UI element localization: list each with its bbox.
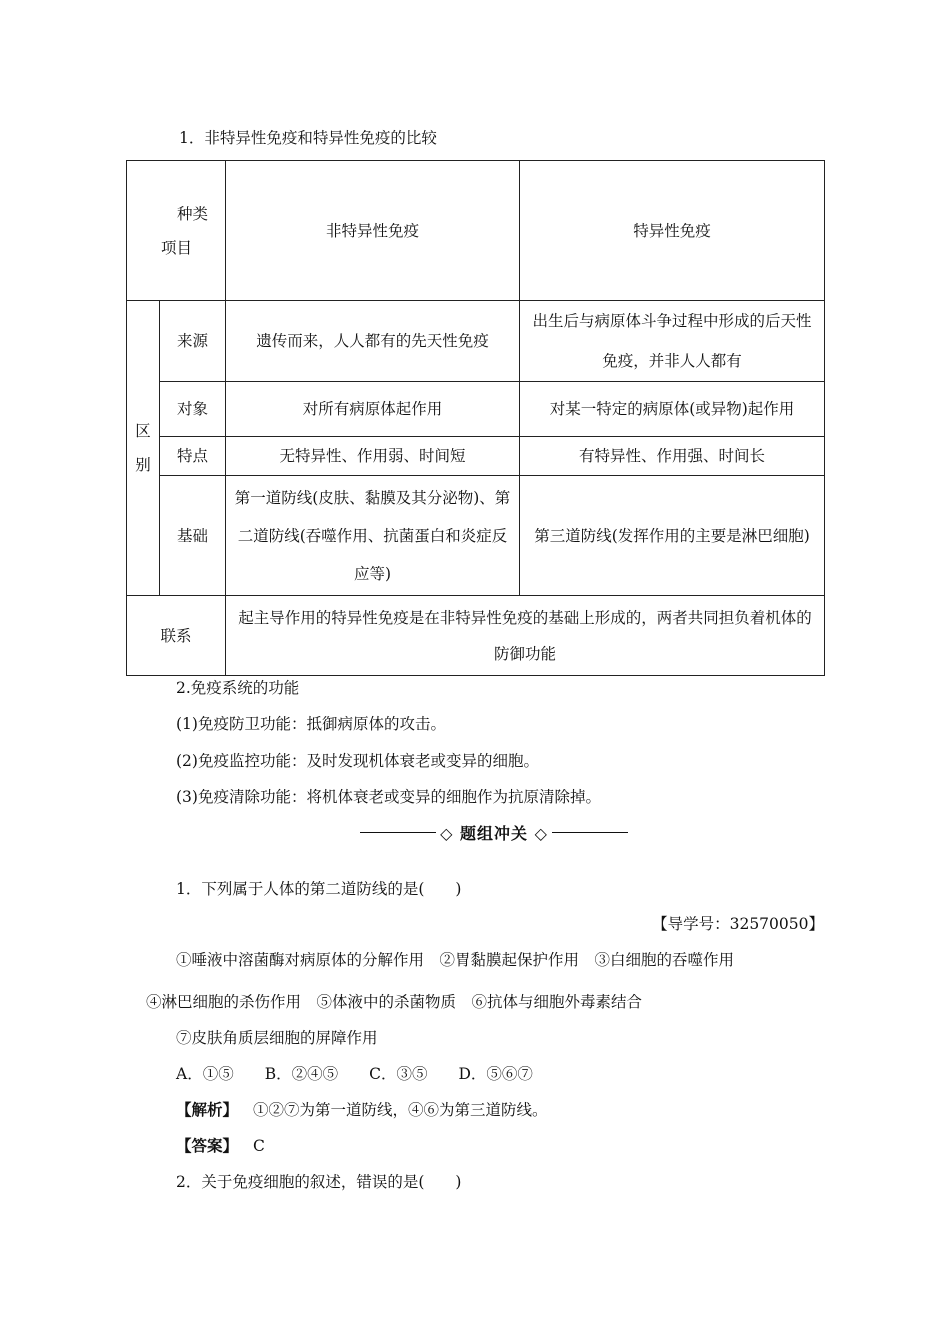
table-row <box>127 301 825 382</box>
divider-rule-right <box>552 832 628 833</box>
function-item: (3)免疫清除功能：将机体衰老或变异的细胞作为抗原清除掉。 <box>176 788 601 806</box>
question-1-items: ⑦皮肤角质层细胞的屏障作用 <box>176 1029 378 1047</box>
row-label: 来源 <box>160 301 226 382</box>
table-row <box>127 382 825 437</box>
table-row <box>127 437 825 476</box>
row-label: 特点 <box>160 437 226 476</box>
relation-text: 起主导作用的特异性免疫是在非特异性免疫的基础上形成的，两者共同担负着机体的防御功能 <box>226 596 825 676</box>
row-nonspecific: 第一道防线(皮肤、黏膜及其分泌物)、第二道防线(吞噬作用、抗菌蛋白和炎症反应等) <box>226 476 520 596</box>
question-1-stem: 1．下列属于人体的第二道防线的是( ) <box>176 880 462 898</box>
analysis-text: ①②⑦为第一道防线，④⑥为第三道防线。 <box>252 1101 548 1119</box>
answer-text: C <box>252 1137 265 1155</box>
row-specific: 对某一特定的病原体(或异物)起作用 <box>520 382 825 437</box>
table-row <box>127 476 825 596</box>
row-nonspecific: 遗传而来，人人都有的先天性免疫 <box>226 301 520 382</box>
table-header-row <box>127 161 825 301</box>
section-title-functions: 2.免疫系统的功能 <box>176 679 300 697</box>
row-label: 对象 <box>160 382 226 437</box>
section-title-comparison: 1．非特异性免疫和特异性免疫的比较 <box>179 129 437 147</box>
question-1-items: ④淋巴细胞的杀伤作用 ⑤体液中的杀菌物质 ⑥抗体与细胞外毒素结合 <box>146 993 643 1011</box>
row-nonspecific: 对所有病原体起作用 <box>226 382 520 437</box>
question-1-items: ①唾液中溶菌酶对病原体的分解作用 ②胃黏膜起保护作用 ③白细胞的吞噬作用 <box>176 951 735 969</box>
analysis-label: 【解析】 <box>176 1100 239 1119</box>
guide-number: 【导学号：32570050】 <box>652 915 824 933</box>
header-kind: 种类 <box>177 204 209 223</box>
section-divider <box>360 820 628 844</box>
row-specific: 有特异性、作用强、时间长 <box>520 437 825 476</box>
diff-group-label: 区别 <box>135 422 151 474</box>
header-item: 项目 <box>161 238 193 257</box>
header-corner-cell <box>127 161 226 301</box>
immunity-comparison-table <box>126 160 825 676</box>
answer-line <box>176 1136 265 1156</box>
divider-rule-left <box>360 832 436 833</box>
diff-group-cell <box>127 301 160 596</box>
function-item: (1)免疫防卫功能：抵御病原体的攻击。 <box>176 715 446 733</box>
table-relation-row <box>127 596 825 676</box>
question-1-options: A．①⑤ B．②④⑤ C．③⑤ D．⑤⑥⑦ <box>176 1065 533 1083</box>
header-specific: 特异性免疫 <box>520 161 825 301</box>
row-label: 基础 <box>160 476 226 596</box>
divider-title: ◇ 题组冲关 ◇ <box>440 823 548 843</box>
row-nonspecific: 无特异性、作用弱、时间短 <box>226 437 520 476</box>
function-item: (2)免疫监控功能：及时发现机体衰老或变异的细胞。 <box>176 752 539 770</box>
relation-label: 联系 <box>127 596 226 676</box>
analysis-line <box>176 1100 547 1120</box>
row-specific: 第三道防线(发挥作用的主要是淋巴细胞) <box>520 476 825 596</box>
header-nonspecific: 非特异性免疫 <box>226 161 520 301</box>
answer-label: 【答案】 <box>176 1136 239 1155</box>
row-specific: 出生后与病原体斗争过程中形成的后天性免疫，并非人人都有 <box>520 301 825 382</box>
question-2-stem: 2．关于免疫细胞的叙述，错误的是( ) <box>176 1173 462 1191</box>
